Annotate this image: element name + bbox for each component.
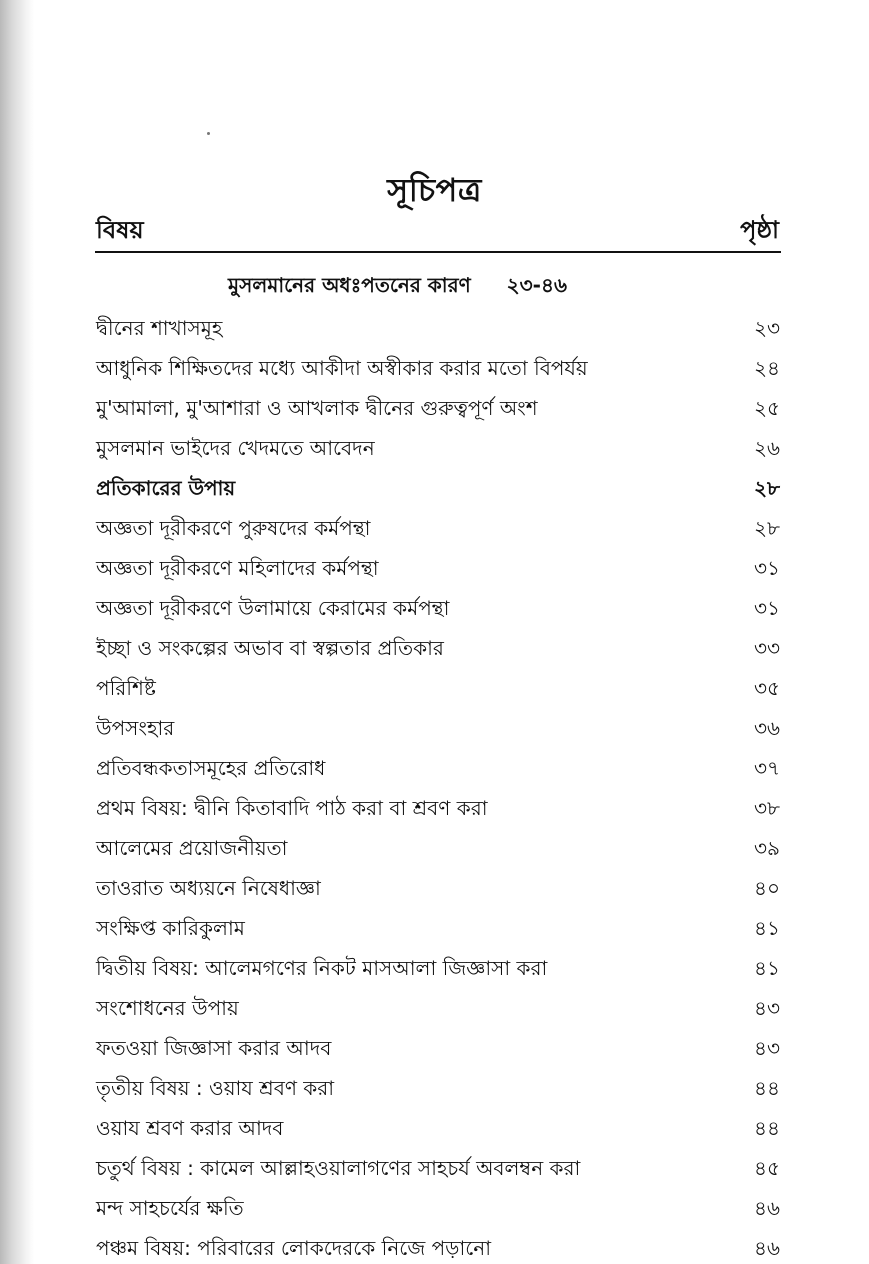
toc-entry [96,1150,780,1190]
toc-entry [96,350,780,390]
page-column-header: পৃষ্ঠা [740,216,779,244]
toc-entry [96,910,780,950]
toc-entry-title: তাওরাত অধ্যয়নে নিষেধাজ্ঞা [96,876,321,900]
toc-entry [96,630,780,670]
toc-entry-page: ৪৩ [754,1036,780,1060]
toc-entry [96,710,780,750]
toc-entry [96,1230,780,1264]
toc-entry [96,430,780,470]
toc-entry-page: ৪৬ [754,1196,780,1220]
toc-entry-page: ২৮ [754,516,780,540]
toc-entry [96,1070,780,1110]
toc-entry-page: ৩৫ [754,676,780,700]
toc-entry-page: ২৩ [753,316,780,340]
toc-entry-title: চতুর্থ বিষয় : কামেল আল্লাহওয়ালাগণের সাহচর্য অবলম্বন করা [96,1156,581,1180]
page-title: সূচিপত্র [387,171,482,209]
toc-entry-page: ৪১ [754,956,780,980]
toc-entry-page: ২৬ [753,436,780,460]
toc-entry-title: অজ্ঞতা দূরীকরণে মহিলাদের কর্মপন্থা [96,556,379,580]
toc-entry-title: তৃতীয় বিষয় : ওয়ায শ্রবণ করা [96,1076,335,1100]
toc-entry-page: ৪৬ [754,1236,780,1260]
toc-entry-title: প্রতিকারের উপায় [96,476,236,500]
toc-entry [96,1190,780,1230]
toc-entry [96,550,780,590]
toc-entry-page: ৩১ [754,556,780,580]
toc-entry-title: আলেমের প্রয়োজনীয়তা [96,836,288,860]
toc-entry-page: ৪৫ [754,1156,780,1180]
toc-entry-title: অজ্ঞতা দূরীকরণে পুরুষদের কর্মপন্থা [96,516,371,540]
toc-entry [96,390,780,430]
toc-entry-title: পঞ্চম বিষয়: পরিবারের লোকদেরকে নিজে পড়ানো [96,1236,492,1260]
toc-entry [96,950,780,990]
toc-entry [96,750,780,790]
toc-entry-title: মু'আমালা, মু'আশারা ও আখলাক দ্বীনের গুরুত্বপূর্ণ অংশ [96,396,538,420]
toc-entry-title: দ্বিতীয় বিষয়: আলেমগণের নিকট মাসআলা জিজ্ঞাসা করা [96,956,548,980]
paper-speck [207,132,210,135]
toc-entry-page: ৪১ [754,916,780,940]
toc-entry-page: ৪৪ [754,1116,780,1140]
toc-entry-page: ৩১ [754,596,780,620]
toc-entry-title: মন্দ সাহচর্যের ক্ষতি [96,1196,244,1220]
header-divider [95,251,781,253]
section-heading [228,271,567,304]
toc-entry [96,1030,780,1070]
toc-entry-page: ৩৮ [754,796,780,820]
toc-entry [96,310,780,350]
toc-entry-page: ৩৭ [753,756,780,780]
toc-entry-title: সংক্ষিপ্ত কারিকুলাম [96,916,245,940]
toc-entry-title: ওয়ায শ্রবণ করার আদব [96,1116,284,1140]
toc-entry [96,590,780,630]
toc-entry-page: ২৮ [754,476,780,500]
toc-entry-page: ৪০ [754,876,780,900]
subject-column-header: বিষয় [96,216,144,244]
toc-entry [96,470,780,510]
toc-entry-page: ৩৩ [753,636,780,660]
table-of-contents [96,310,780,1264]
toc-entry [96,1110,780,1150]
toc-entry-title: প্রথম বিষয়: দ্বীনি কিতাবাদি পাঠ করা বা শ্রবণ করা [96,796,488,820]
toc-entry [96,830,780,870]
toc-entry [96,990,780,1030]
toc-entry [96,670,780,710]
toc-entry [96,790,780,830]
toc-entry-page: ৩৬ [753,716,780,740]
toc-entry-title: সংশোধনের উপায় [96,996,239,1020]
toc-entry-page: ২৫ [754,396,780,420]
toc-entry-page: ৪৩ [754,996,780,1020]
toc-entry [96,510,780,550]
toc-entry-title: দ্বীনের শাখাসমূহ [96,316,223,340]
toc-entry [96,870,780,910]
toc-entry-title: উপসংহার [96,716,175,740]
toc-entry-title: প্রতিবন্ধকতাসমূহের প্রতিরোধ [96,756,326,780]
toc-entry-page: ৪৪ [754,1076,780,1100]
toc-entry-title: অজ্ঞতা দূরীকরণে উলামায়ে কেরামের কর্মপন্থা [96,596,450,620]
toc-entry-title: ফতওয়া জিজ্ঞাসা করার আদব [96,1036,332,1060]
toc-entry-title: আধুনিক শিক্ষিতদের মধ্যে আকীদা অস্বীকার করার মতো বিপর্যয় [96,356,588,380]
toc-entry-title: মুসলমান ভাইদের খেদমতে আবেদন [96,436,375,460]
toc-entry-title: পরিশিষ্ট [96,676,156,700]
section-page-range: ২৩-৪৬ [506,273,567,297]
toc-entry-page: ২৪ [754,356,780,380]
section-heading-title: মুসলমানের অধঃপতনের কারণ [228,273,471,297]
toc-entry-title: ইচ্ছা ও সংকল্পের অভাব বা স্বল্পতার প্রতিকার [96,636,444,660]
toc-entry-page: ৩৯ [754,836,780,860]
